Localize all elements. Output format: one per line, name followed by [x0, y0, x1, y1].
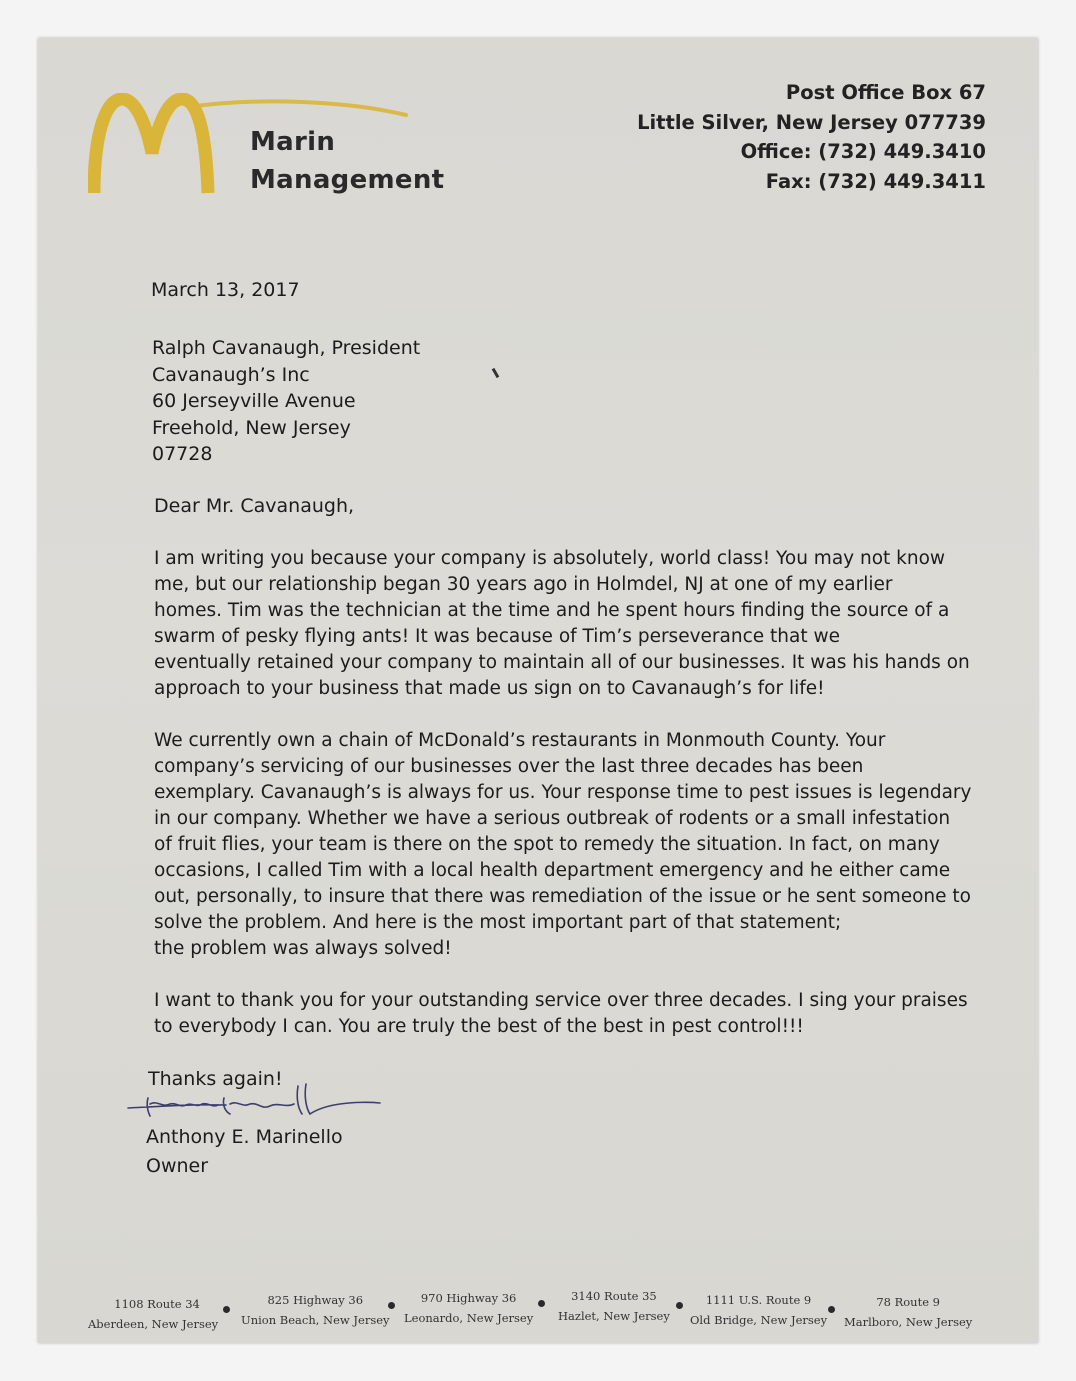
- location-street: 825 Highway 36: [267, 1293, 364, 1307]
- recipient-line: Cavanaugh’s Inc: [152, 363, 310, 386]
- bullet-dot: [676, 1302, 683, 1309]
- bullet-dot: [828, 1306, 835, 1313]
- company-logo: [88, 93, 458, 198]
- location-street: 78 Route 9: [876, 1295, 940, 1309]
- signer-name: Anthony E. Marinello: [146, 1126, 343, 1148]
- paragraph-2: [154, 728, 972, 962]
- paragraph-line: of fruit flies, your team is there on the spot to remedy the situation. In fact, on many: [154, 834, 940, 855]
- location-street: 1111 U.S. Route 9: [705, 1293, 812, 1307]
- paragraph-line: swarm of pesky flying ants! It was because of Tim’s perseverance that we: [154, 626, 840, 647]
- letter-date: March 13, 2017: [151, 279, 300, 301]
- letterhead-line: Office: (732) 449.3410: [740, 140, 986, 163]
- signer-block: [146, 1123, 343, 1181]
- letterhead-address: [637, 78, 986, 196]
- letter-page: [38, 38, 1038, 1343]
- paragraph-line: I want to thank you for your outstanding service over three decades. I sing your praises: [154, 990, 968, 1011]
- paragraph-1: [154, 546, 970, 702]
- company-name-line1: Marin: [250, 127, 336, 157]
- company-name: [250, 123, 444, 199]
- paragraph-line: eventually retained your company to maintain all of our businesses. It was his hands on: [154, 652, 970, 673]
- recipient-address: [152, 335, 420, 468]
- letterhead-line: Little Silver, New Jersey 077739: [637, 110, 986, 134]
- location-city: Old Bridge, New Jersey: [690, 1313, 828, 1327]
- location-city: Marlboro, New Jersey: [844, 1315, 973, 1329]
- location-city: Hazlet, New Jersey: [558, 1309, 670, 1323]
- paragraph-line: me, but our relationship began 30 years ago in Holmdel, NJ at one of my earlier: [154, 574, 893, 595]
- paragraph-line: We currently own a chain of McDonald’s restaurants in Monmouth County. Your: [154, 730, 886, 751]
- footer-location: [404, 1288, 533, 1328]
- paragraph-line: occasions, I called Tim with a local health department emergency and he either came: [154, 860, 951, 881]
- footer-locations: [76, 1286, 1000, 1336]
- bullet-dot: [223, 1306, 230, 1313]
- paragraph-line: exemplary. Cavanaugh’s is always for us. Your response time to pest issues is legendary: [154, 782, 972, 803]
- location-street: 970 Highway 36: [420, 1291, 517, 1305]
- pen-mark: [492, 368, 500, 378]
- footer-location: [241, 1290, 390, 1330]
- location-street: 3140 Route 35: [571, 1289, 657, 1303]
- paragraph-line: to everybody I can. You are truly the best of the best in pest control!!!: [154, 1016, 804, 1037]
- salutation: Dear Mr. Cavanaugh,: [154, 495, 355, 517]
- letterhead-line: Fax: (732) 449.3411: [765, 169, 986, 193]
- signer-title: Owner: [146, 1155, 209, 1177]
- paragraph-line: I am writing you because your company is absolutely, world class! You may not know: [154, 548, 946, 569]
- footer-location: [558, 1286, 670, 1326]
- recipient-line: Ralph Cavanaugh, President: [152, 337, 421, 359]
- location-street: 1108 Route 34: [114, 1297, 200, 1311]
- location-city: Leonardo, New Jersey: [404, 1311, 534, 1325]
- paragraph-line: solve the problem. And here is the most important part of that statement;: [154, 912, 842, 933]
- paragraph-line: the problem was always solved!: [154, 938, 452, 959]
- footer-location: [88, 1294, 218, 1334]
- letterhead-line: Post Office Box 67: [785, 81, 986, 104]
- paragraph-3: [154, 988, 968, 1040]
- recipient-line: 07728: [152, 443, 213, 465]
- company-name-line2: Management: [250, 165, 445, 195]
- footer-location: [844, 1292, 972, 1332]
- bullet-dot: [388, 1302, 395, 1309]
- signature-image: [126, 1080, 386, 1125]
- recipient-line: Freehold, New Jersey: [152, 416, 351, 439]
- bullet-dot: [538, 1300, 545, 1307]
- location-city: Union Beach, New Jersey: [241, 1313, 390, 1327]
- paragraph-line: out, personally, to insure that there was remediation of the issue or he sent someone to: [154, 886, 971, 907]
- footer-location: [690, 1290, 827, 1330]
- closing: Thanks again!: [148, 1068, 283, 1090]
- location-city: Aberdeen, New Jersey: [88, 1317, 219, 1331]
- paragraph-line: approach to your business that made us sign on to Cavanaugh’s for life!: [154, 678, 825, 699]
- paragraph-line: homes. Tim was the technician at the time and he spent hours finding the source of a: [154, 600, 950, 621]
- paragraph-line: company’s servicing of our businesses over the last three decades has been: [154, 756, 864, 777]
- recipient-line: 60 Jerseyville Avenue: [152, 390, 356, 412]
- paragraph-line: in our company. Whether we have a serious outbreak of rodents or a small infestation: [154, 808, 951, 829]
